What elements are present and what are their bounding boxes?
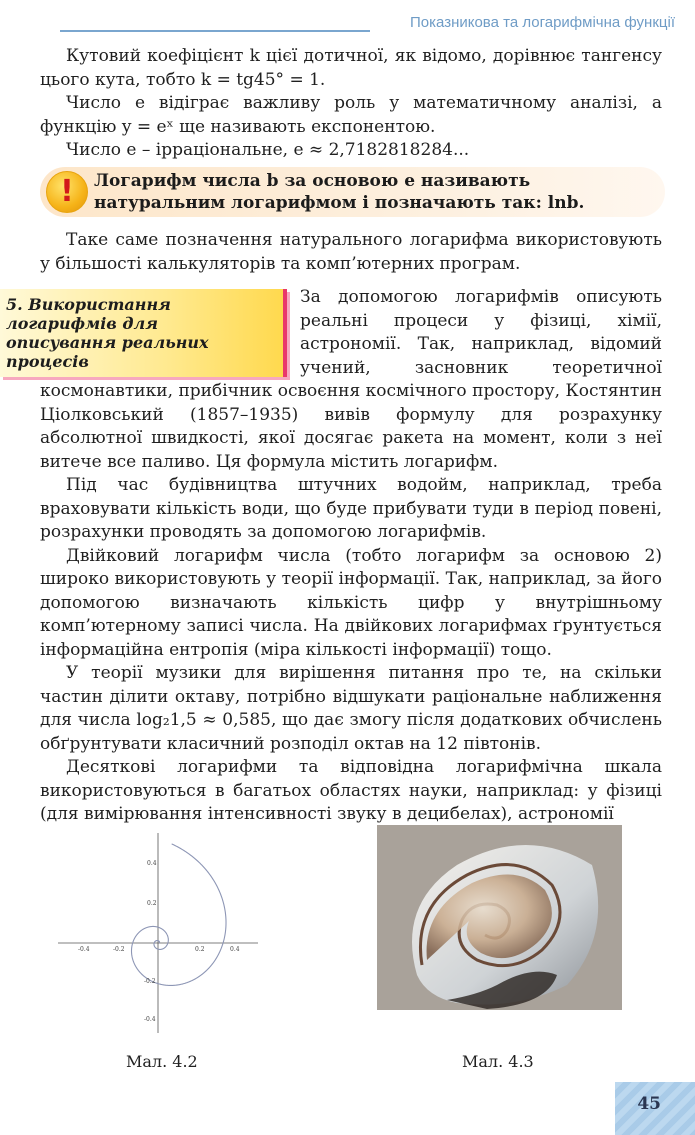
tick-y-2: 0.2 bbox=[147, 900, 157, 907]
body-block bbox=[40, 286, 662, 827]
intro-paragraph-1: Кутовий коефіцієнт k цієї дотичної, як відомо, дорівнює тангенсу цього кута, тобто k = tg45° = 1. bbox=[40, 46, 662, 90]
tick-x-3: 0.2 bbox=[195, 946, 205, 953]
definition-text: Логарифм числа b за основою e називають натуральним логарифмом і позначають так: lnb. bbox=[94, 171, 585, 213]
after-callout-block bbox=[40, 229, 662, 276]
tick-x-4: 0.4 bbox=[230, 946, 240, 953]
tick-y-4: -0.4 bbox=[144, 1016, 156, 1023]
body-paragraph-3: Двійковий логарифм числа (тобто логарифм за основою 2) широко використовують у теорії інформації. Так, наприклад, за його допомогою визначають кількість цифр у внутрішньому комп’ютерному записі числа. На двійкових логарифмах ґрунтується інформаційна ентропія (міра кількості інформації) тощо. bbox=[40, 545, 662, 660]
section-title: 5. Використання логарифмів для описування реальних процесів bbox=[6, 295, 209, 371]
intro-paragraph-3: Число e – ірраціональне, e ≈ 2,7182818284... bbox=[66, 140, 470, 160]
intro-paragraph-2: Число e відіграє важливу роль у математичному аналізі, а функцію y = eˣ ще називають експонентою. bbox=[40, 93, 662, 137]
page-number: 45 bbox=[637, 1094, 661, 1114]
definition-callout bbox=[40, 167, 665, 217]
body-paragraph-2: Під час будівництва штучних водойм, наприклад, треба враховувати кількість води, що буде прибувати туди в період повені, розрахунки проводять за допомогою логарифмів. bbox=[40, 475, 662, 542]
body-paragraph-4: У теорії музики для вирішення питання про те, на скільки частин ділити октаву, потрібно відшукати раціональне наближення для числа log₂1,5 ≈ 0,585, що дає змогу після додаткових обчислень обґрунтувати класичний розподіл октав на 12 півтонів. bbox=[40, 663, 662, 754]
after-callout-paragraph: Таке саме позначення натурального логарифма використовують у більшості калькуляторів та комп’ютерних програм. bbox=[40, 230, 662, 274]
running-header: Показникова та логарифмічна функції bbox=[410, 14, 675, 31]
figure-caption-4-3: Мал. 4.3 bbox=[462, 1052, 534, 1071]
nautilus-shell-figure bbox=[377, 825, 622, 1010]
body-paragraph-1: За допомогою логарифмів описують реальні процеси у фізиці, хімії, астрономії. Так, наприклад, відомий учений, засновник теоретичної космонавтики, прибічник освоєння космічного простору, Костянтин Ціолковський (1857–1935) вивів формулу для розрахунку абсолютної швидкості, якої досягає ракета на момент, коли з неї витече все паливо. Ця формула містить логарифм. bbox=[40, 287, 662, 472]
spiral-figure bbox=[58, 833, 258, 1033]
header-rule bbox=[60, 30, 370, 32]
tick-x-1: -0.4 bbox=[78, 946, 90, 953]
float-spacer bbox=[40, 286, 300, 380]
figure-caption-4-2: Мал. 4.2 bbox=[126, 1052, 198, 1071]
body-paragraph-5: Десяткові логарифми та відповідна логарифмічна шкала використовуються в багатьох областях науки, наприклад: у фізиці (для вимірювання інтенсивності звуку в децибелах), астрономії bbox=[40, 757, 662, 824]
tick-y-1: 0.4 bbox=[147, 860, 157, 867]
tick-x-2: -0.2 bbox=[113, 946, 125, 953]
spiral-curve bbox=[132, 844, 227, 986]
tick-y-3: -0.2 bbox=[144, 978, 156, 985]
intro-block bbox=[40, 45, 662, 163]
exclamation-icon: ! bbox=[46, 171, 88, 213]
